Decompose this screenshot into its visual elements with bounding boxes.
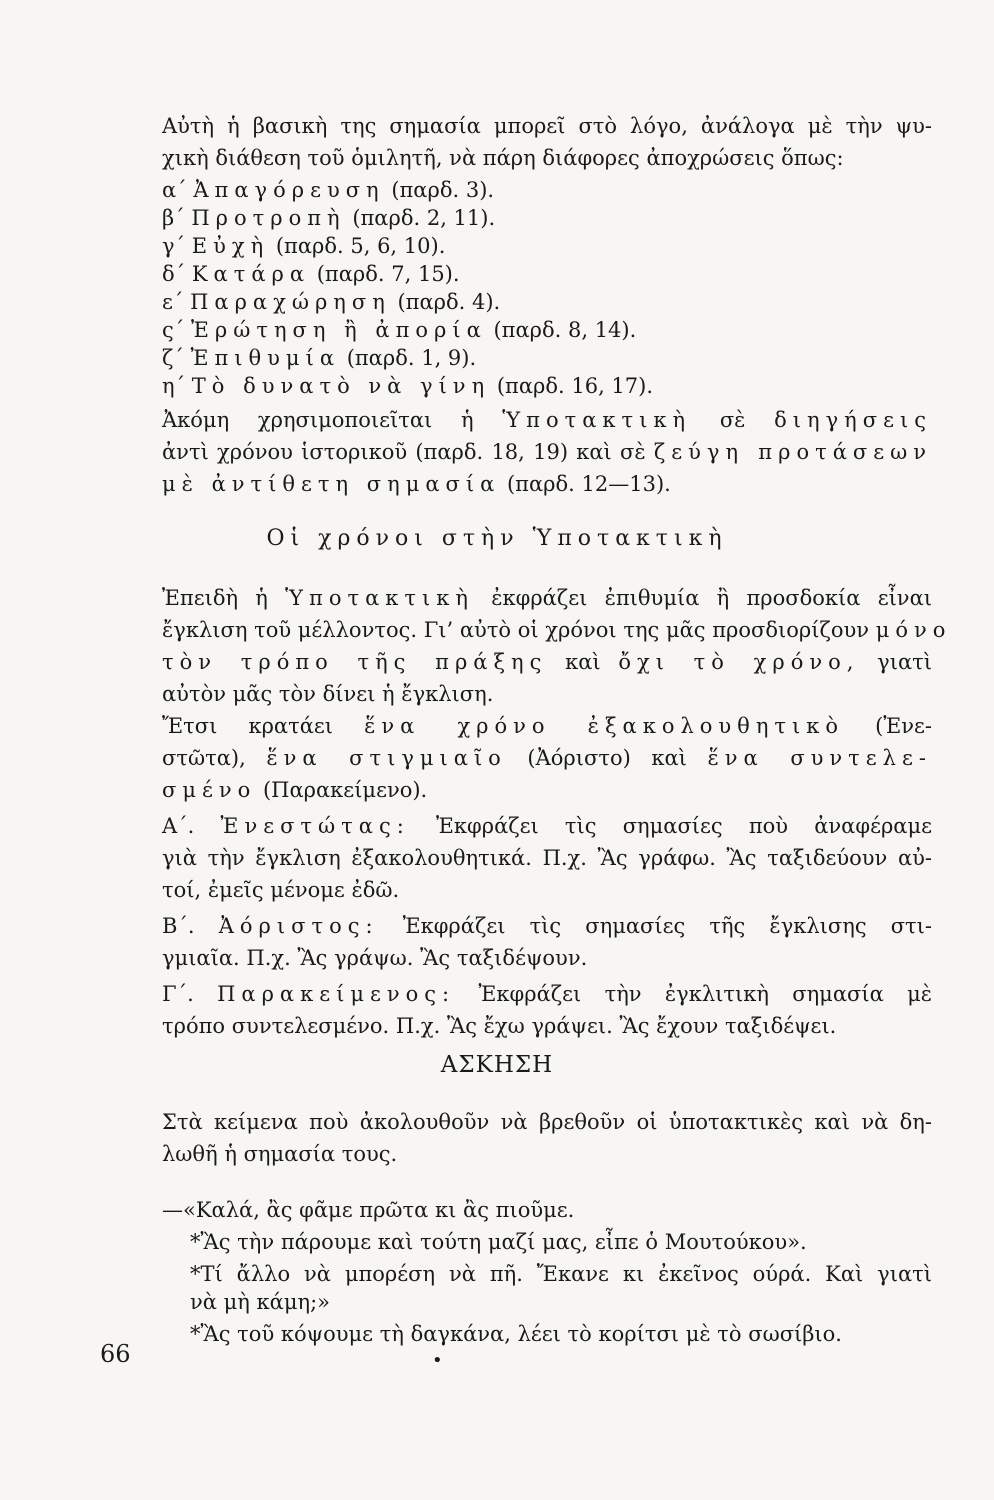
exercise-text-line: νὰ μὴ κάμη;» <box>190 1290 330 1314</box>
tenses-line: Ἐπειδὴ ἡ Ὑποτακτικὴ ἐκφράζει ἐπιθυμία ἢ προσδοκία εἶναι <box>162 586 932 610</box>
meaning-item: η΄ Τὸ δυνατὸ νὰ γίνη (παρδ. 16, 17). <box>162 374 654 398</box>
exercise-instruction: λωθῆ ἡ σημασία τους. <box>162 1142 398 1166</box>
intro-line: χικὴ διάθεση τοῦ ὁμιλητῆ, νὰ πάρη διάφορες ἀποχρώσεις ὅπως: <box>162 146 844 170</box>
tense-aorist-line: γμιαῖα. Π.χ. Ἂς γράψω. Ἂς ταξιδέψουν. <box>162 946 588 970</box>
intro-line: Αὐτὴ ἡ βασικὴ της σημασία μπορεῖ στὸ λόγο, ἀνάλογα μὲ τὴν ψυ- <box>162 114 932 138</box>
meaning-item: γ΄ Εὐχὴ (παρδ. 5, 6, 10). <box>162 234 446 258</box>
meaning-item: δ΄ Κατάρα (παρδ. 7, 15). <box>162 262 460 286</box>
usage-line: Ἀκόμη χρησιμοποιεῖται ἡ Ὑποτακτικὴ σὲ διηγήσεις <box>162 408 932 432</box>
meaning-item: ζ΄ Ἐπιθυμία (παρδ. 1, 9). <box>162 346 477 370</box>
section-title: Οἱ χρόνοι στὴν Ὑποτακτικὴ <box>266 526 728 551</box>
meaning-item: α΄ Ἀπαγόρευση (παρδ. 3). <box>162 178 495 202</box>
keeps-line: σμένο (Παρακείμενο). <box>162 778 428 802</box>
tenses-line: τὸν τρόπο τῆς πράξης καὶ ὄχι τὸ χρόνο, γιατὶ <box>162 650 932 674</box>
meaning-item: ς΄ Ἐρώτηση ἢ ἀπορία (παρδ. 8, 14). <box>162 318 637 342</box>
keeps-line: στῶτα), ἕνα στιγμιαῖο (Ἀόριστο) καὶ ἕνα συντελε- <box>162 746 932 770</box>
exercise-text-line: *Ἂς τὴν πάρουμε καὶ τούτη μαζί μας, εἶπε ὁ Μουτούκου». <box>190 1230 807 1254</box>
bullet-dot-icon: • <box>432 1350 443 1371</box>
usage-line: ἀντὶ χρόνου ἱστορικοῦ (παρδ. 18, 19) καὶ σὲ ζεύγη προτάσεων <box>162 440 932 464</box>
tense-perfect-line: τρόπο συντελεσμένο. Π.χ. Ἂς ἔχω γράψει. Ἂς ἔχουν ταξιδέψει. <box>162 1014 837 1038</box>
meaning-item: β΄ Προτροπὴ (παρδ. 2, 11). <box>162 206 496 230</box>
exercise-text-line: —«Καλά, ἂς φᾶμε πρῶτα κι ἂς πιοῦμε. <box>162 1198 575 1222</box>
meaning-item: ε΄ Παραχώρηση (παρδ. 4). <box>162 290 501 314</box>
tense-aorist-line: Β΄. Ἀόριστος: Ἐκφράζει τὶς σημασίες τῆς ἔγκλισης στι- <box>162 914 932 938</box>
exercise-instruction: Στὰ κείμενα ποὺ ἀκολουθοῦν νὰ βρεθοῦν οἱ ὑποτακτικὲς καὶ νὰ δη- <box>162 1110 932 1134</box>
usage-line: μὲ ἀντίθετη σημασία (παρδ. 12—13). <box>162 472 671 496</box>
tenses-line: αὐτὸν μᾶς τὸν δίνει ἡ ἔγκλιση. <box>162 682 494 706</box>
tense-present-line: τοί, ἐμεῖς μένομε ἐδῶ. <box>162 878 400 902</box>
tenses-line: ἔγκλιση τοῦ μέλλοντος. Γι’ αὐτὸ οἱ χρόνοι της μᾶς προσδιορίζουν μόνο <box>162 618 952 642</box>
tense-present-line: γιὰ τὴν ἔγκλιση ἐξακολουθητικά. Π.χ. Ἂς γράφω. Ἂς ταξιδεύουν αὐ- <box>162 846 932 870</box>
exercise-text-line: *Τί ἄλλο νὰ μπορέση νὰ πῆ. Ἔκανε κι ἐκεῖνος ούρά. Καὶ γιατὶ <box>190 1262 932 1286</box>
keeps-line: Ἔτσι κρατάει ἕνα χρόνο ἐξακολουθητικὸ (Ἐνε- <box>162 714 932 738</box>
exercise-text-line: *Ἂς τοῦ κόψουμε τὴ δαγκάνα, λέει τὸ κορίτσι μὲ τὸ σωσίβιο. <box>190 1322 842 1346</box>
tense-present-line: Α΄. Ἐνεστώτας: Ἐκφράζει τὶς σημασίες ποὺ ἀναφέραμε <box>162 814 933 838</box>
exercise-title: ΑΣΚΗΣΗ <box>440 1052 554 1078</box>
page-number: 66 <box>100 1340 131 1368</box>
tense-perfect-line: Γ΄. Παρακείμενος: Ἐκφράζει τὴν ἐγκλιτικὴ σημασία μὲ <box>162 982 932 1006</box>
